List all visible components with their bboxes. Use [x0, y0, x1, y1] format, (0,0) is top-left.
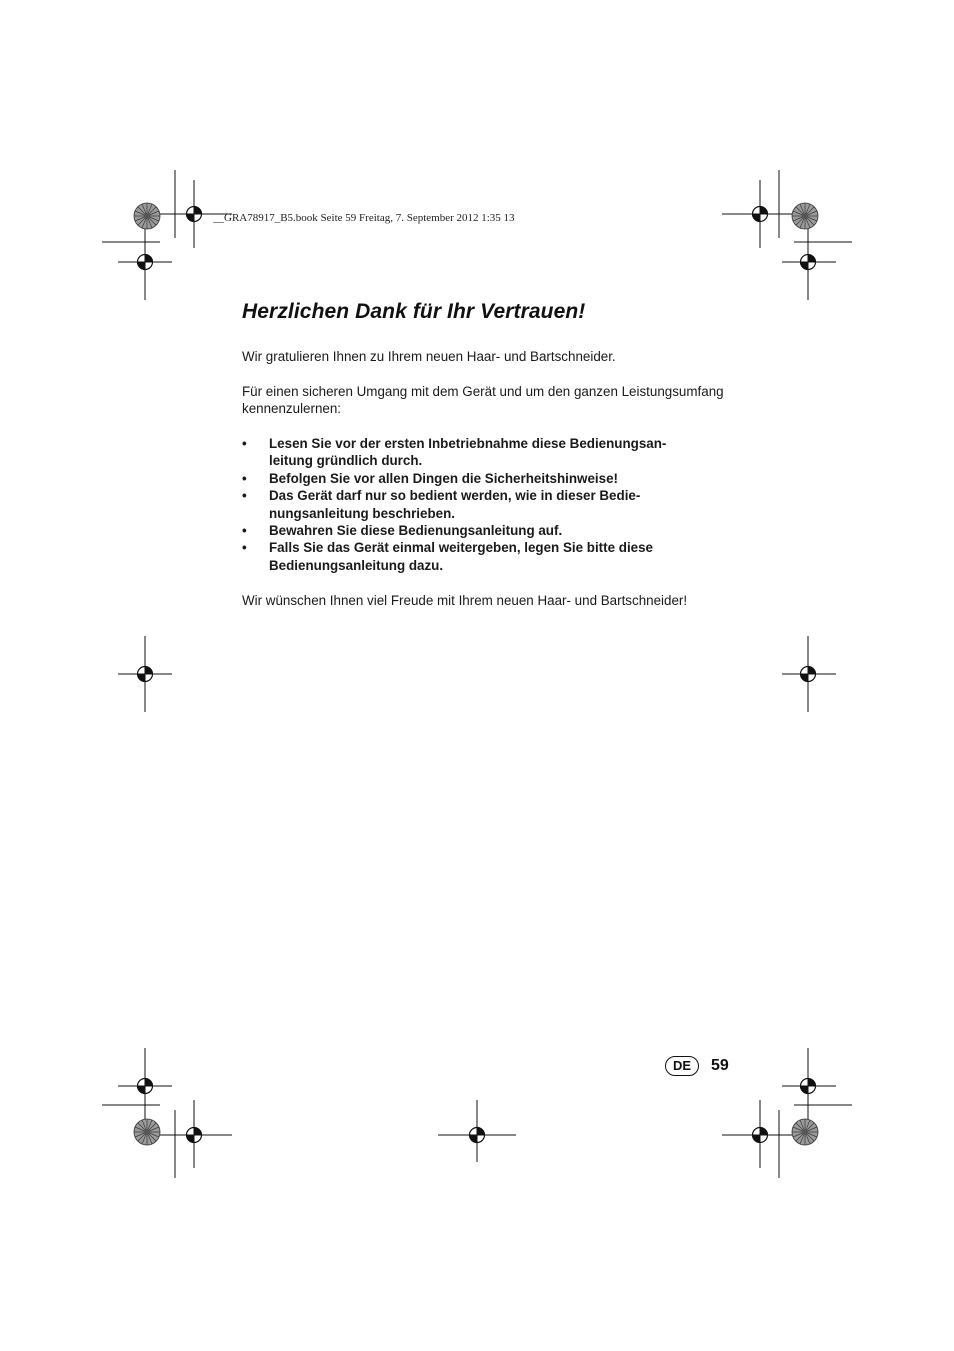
closing-paragraph: Wir wünschen Ihnen viel Freude mit Ihrem neuen Haar- und Bartschneider!: [242, 593, 688, 609]
list-item-line-2: Bedienungsanleitung dazu.: [269, 557, 444, 573]
page-footer: [665, 1055, 729, 1077]
bullet-icon: •: [242, 540, 247, 556]
list-item-line-1: Lesen Sie vor der ersten Inbetriebnahme diese Bedienungsan-: [269, 436, 667, 451]
page-content: [242, 300, 742, 609]
bullet-icon: •: [242, 436, 247, 451]
page-title: Herzlichen Dank für Ihr Vertrauen!: [242, 300, 586, 323]
list-item-line-1: Bewahren Sie diese Bedienungsanleitung auf.: [269, 523, 563, 539]
list-item-line-1: Falls Sie das Gerät einmal weitergeben, legen Sie bitte diese: [269, 540, 654, 556]
bullet-icon: •: [242, 470, 247, 486]
list-item-line-1: Das Gerät darf nur so bedient werden, wie in dieser Bedie-: [269, 488, 641, 504]
print-slug: __GRA78917_B5.book Seite 59 Freitag, 7. September 2012 1:35 13: [213, 212, 515, 224]
list-item: [242, 539, 742, 574]
list-item: [242, 487, 742, 522]
bullet-icon: •: [242, 488, 247, 504]
list-item-line-2: nungsanleitung beschrieben.: [269, 505, 456, 521]
bullet-icon: •: [242, 523, 247, 539]
list-item-line-1: Befolgen Sie vor allen Dingen die Sicherheitshinweise!: [269, 470, 618, 486]
usage-line-1: Für einen sicheren Umgang mit dem Gerät und um den ganzen Leistungsumfang: [242, 384, 724, 399]
instruction-list: [242, 435, 742, 574]
usage-paragraph: [242, 383, 742, 417]
list-item-line-2: leitung gründlich durch.: [269, 453, 423, 469]
intro-paragraph: Wir gratulieren Ihnen zu Ihrem neuen Haar- und Bartschneider.: [242, 349, 616, 364]
list-item: [242, 522, 742, 539]
page-number: 59: [711, 1057, 729, 1074]
usage-line-2: kennenzulernen:: [242, 401, 342, 416]
language-badge: DE: [665, 1056, 699, 1076]
list-item: [242, 435, 742, 470]
list-item: [242, 470, 742, 487]
